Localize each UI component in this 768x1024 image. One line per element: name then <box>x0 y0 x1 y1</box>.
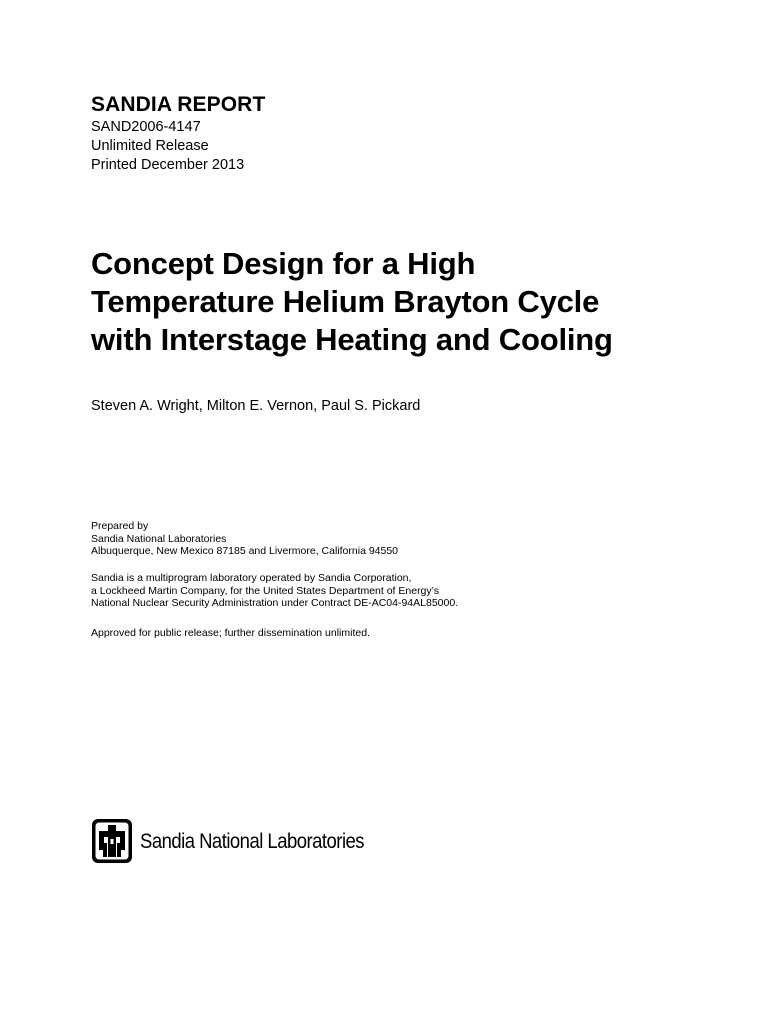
operator-statement <box>91 572 458 610</box>
print-date: Printed December 2013 <box>91 157 245 173</box>
report-header <box>91 92 265 175</box>
report-number: SAND2006-4147 <box>91 119 201 135</box>
sandia-logo <box>91 818 401 864</box>
operator-statement-line: a Lockheed Martin Company, for the United States Department of Energy’s <box>91 584 440 597</box>
sandia-thunderbird-icon <box>91 818 133 864</box>
prepared-by-line: Albuquerque, New Mexico 87185 and Livermore, California 94550 <box>91 545 399 557</box>
prepared-by-line: Sandia National Laboratories <box>91 532 227 545</box>
operator-statement-line: Sandia is a multiprogram laboratory operated by Sandia Corporation, <box>91 572 412 584</box>
title-line: Concept Design for a High <box>91 246 476 281</box>
report-series-label: SANDIA REPORT <box>91 93 266 116</box>
approval-statement: Approved for public release; further dissemination unlimited. <box>91 627 370 639</box>
release-status: Unlimited Release <box>91 138 209 154</box>
operator-statement-line: National Nuclear Security Administration under Contract DE-AC04-94AL85000. <box>91 597 459 609</box>
title-line: Temperature Helium Brayton Cycle <box>91 284 600 319</box>
author-list: Steven A. Wright, Milton E. Vernon, Paul S. Pickard <box>91 398 421 414</box>
logo-wordmark: Sandia National Laboratories <box>140 829 365 853</box>
title-line: with Interstage Heating and Cooling <box>91 322 613 357</box>
prepared-by-line: Prepared by <box>91 520 149 532</box>
report-title <box>91 245 751 359</box>
prepared-by-block <box>91 520 398 558</box>
